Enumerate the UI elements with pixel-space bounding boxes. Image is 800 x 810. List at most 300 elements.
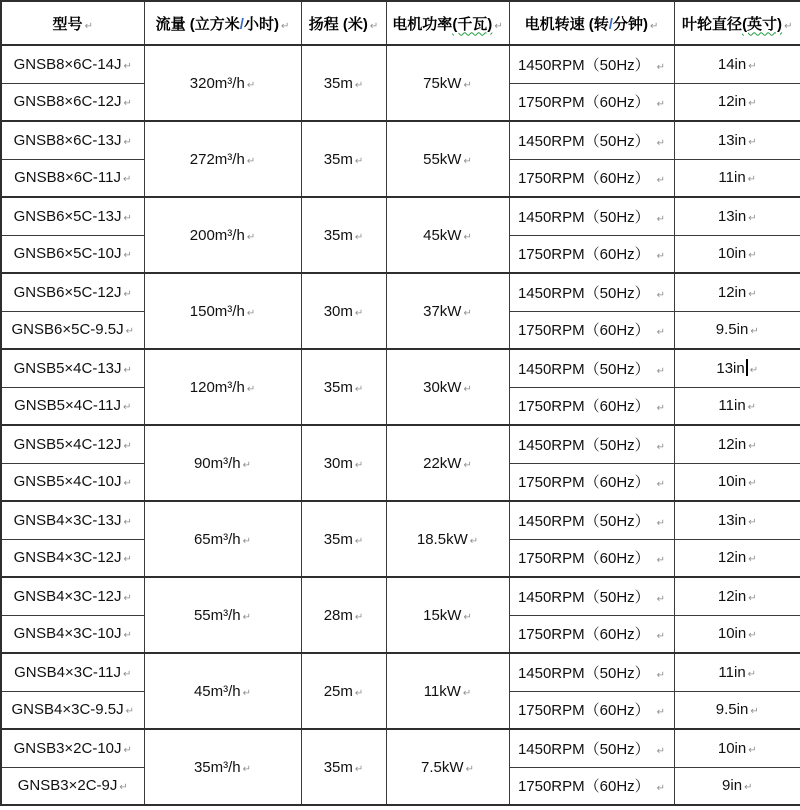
cell-text: 200m³/h bbox=[189, 226, 245, 244]
line-break-mark-icon: ↵ bbox=[246, 79, 256, 91]
cell-text: 1450RPM（50Hz） bbox=[517, 284, 650, 302]
cell-text: 10in bbox=[717, 245, 747, 263]
cell-text: 18.5kW bbox=[416, 530, 468, 548]
line-break-mark-icon: ↵ bbox=[123, 440, 132, 452]
head-cell[interactable] bbox=[301, 653, 386, 729]
cell-text: 22kW bbox=[423, 454, 462, 472]
cell-text: 1450RPM（50Hz） bbox=[517, 436, 650, 454]
line-break-mark-icon: ↵ bbox=[354, 155, 364, 167]
table-row bbox=[1, 729, 800, 767]
line-break-mark-icon: ↵ bbox=[748, 136, 757, 148]
line-break-mark-icon: ↵ bbox=[354, 535, 364, 547]
model-cell[interactable] bbox=[1, 767, 144, 805]
cell-text: 电机功率 bbox=[392, 15, 453, 33]
line-break-mark-icon: ↵ bbox=[246, 231, 256, 243]
power-cell[interactable] bbox=[386, 577, 509, 653]
cell-text: 37kW bbox=[423, 302, 462, 320]
head-cell[interactable] bbox=[301, 577, 386, 653]
line-break-mark-icon: ↵ bbox=[656, 213, 666, 225]
cell-text: 7.5kW bbox=[421, 758, 464, 776]
line-break-mark-icon: ↵ bbox=[748, 592, 757, 604]
line-break-mark-icon: ↵ bbox=[123, 630, 132, 642]
line-break-mark-icon: ↵ bbox=[749, 365, 759, 377]
cell-text: 1450RPM（50Hz） bbox=[517, 664, 650, 682]
cell-text: 1450RPM（50Hz） bbox=[517, 360, 650, 378]
cell-text: / bbox=[239, 15, 244, 33]
line-break-mark-icon: ↵ bbox=[747, 174, 757, 186]
cell-text: GNSB3×2C-9J bbox=[17, 777, 118, 795]
table-header bbox=[1, 1, 800, 45]
cell-text: 13in bbox=[717, 207, 747, 225]
line-break-mark-icon: ↵ bbox=[122, 174, 132, 186]
rpm-cell[interactable] bbox=[509, 311, 674, 349]
cell-text: 12in bbox=[717, 283, 747, 301]
line-break-mark-icon: ↵ bbox=[750, 706, 759, 718]
cell-text: 150m³/h bbox=[189, 302, 245, 320]
line-break-mark-icon: ↵ bbox=[656, 555, 666, 567]
flow-cell[interactable] bbox=[144, 425, 301, 501]
cell-text: GNSB5×4C-11J bbox=[14, 397, 121, 415]
rpm-cell[interactable] bbox=[509, 729, 674, 767]
line-break-mark-icon: ↵ bbox=[84, 20, 93, 32]
diameter-cell[interactable] bbox=[674, 121, 800, 159]
cell-text: 1750RPM（60Hz） bbox=[517, 626, 650, 644]
line-break-mark-icon: ↵ bbox=[744, 782, 753, 794]
cell-text: GNSB4×3C-13J bbox=[13, 511, 122, 529]
line-break-mark-icon: ↵ bbox=[748, 554, 757, 566]
cell-text: / bbox=[608, 15, 613, 33]
cell-text: 1750RPM（60Hz） bbox=[517, 474, 650, 492]
cell-text: 1750RPM（60Hz） bbox=[517, 94, 650, 112]
rpm-cell[interactable] bbox=[509, 387, 674, 425]
line-break-mark-icon: ↵ bbox=[463, 383, 472, 395]
cell-text: 12in bbox=[717, 587, 747, 605]
line-break-mark-icon: ↵ bbox=[463, 611, 472, 623]
line-break-mark-icon: ↵ bbox=[123, 554, 132, 566]
flow-cell[interactable] bbox=[144, 577, 301, 653]
diameter-cell[interactable] bbox=[674, 463, 800, 501]
cell-text: 1750RPM（60Hz） bbox=[517, 778, 650, 796]
line-break-mark-icon: ↵ bbox=[122, 402, 132, 414]
model-cell[interactable] bbox=[1, 425, 144, 463]
rpm-cell[interactable] bbox=[509, 653, 674, 691]
cell-text: 55m³/h bbox=[193, 606, 241, 624]
cell-text: 12in bbox=[717, 435, 747, 453]
flow-cell[interactable] bbox=[144, 729, 301, 805]
power-cell[interactable] bbox=[386, 425, 509, 501]
cell-text: GNSB4×3C-11J bbox=[14, 663, 121, 681]
table-row bbox=[1, 45, 800, 83]
cell-text: 9.5in bbox=[715, 321, 749, 339]
line-break-mark-icon: ↵ bbox=[748, 440, 757, 452]
line-break-mark-icon: ↵ bbox=[122, 668, 132, 680]
head-cell[interactable] bbox=[301, 273, 386, 349]
cell-text: GNSB4×3C-12J bbox=[13, 549, 122, 567]
text-cursor bbox=[746, 359, 748, 376]
cell-text: 30m bbox=[323, 302, 353, 320]
line-break-mark-icon: ↵ bbox=[748, 250, 757, 262]
cell-text: 55kW bbox=[423, 150, 462, 168]
line-break-mark-icon: ↵ bbox=[656, 517, 666, 529]
cell-text: GNSB4×3C-9.5J bbox=[11, 701, 124, 719]
table-body bbox=[1, 45, 800, 805]
cell-text: GNSB8×6C-14J bbox=[13, 55, 122, 73]
cell-text: 分钟) bbox=[612, 15, 648, 33]
cell-text: 35m bbox=[323, 758, 353, 776]
line-break-mark-icon: ↵ bbox=[463, 307, 472, 319]
line-break-mark-icon: ↵ bbox=[656, 99, 666, 111]
cell-text: 35m³/h bbox=[193, 758, 241, 776]
diameter-cell[interactable] bbox=[674, 45, 800, 83]
cell-text: GNSB8×6C-13J bbox=[13, 131, 122, 149]
header-cell-1[interactable] bbox=[144, 1, 301, 45]
rpm-cell[interactable] bbox=[509, 425, 674, 463]
cell-text: 9in bbox=[722, 777, 743, 795]
line-break-mark-icon: ↵ bbox=[242, 687, 252, 699]
head-cell[interactable] bbox=[301, 501, 386, 577]
rpm-cell[interactable] bbox=[509, 235, 674, 273]
line-break-mark-icon: ↵ bbox=[656, 593, 666, 605]
rpm-cell[interactable] bbox=[509, 463, 674, 501]
model-cell[interactable] bbox=[1, 311, 144, 349]
cell-text: 320m³/h bbox=[189, 74, 245, 92]
line-break-mark-icon: ↵ bbox=[246, 307, 256, 319]
line-break-mark-icon: ↵ bbox=[123, 364, 132, 376]
diameter-cell[interactable] bbox=[674, 235, 800, 273]
cell-text: 15kW bbox=[423, 606, 462, 624]
cell-text: 12in bbox=[717, 549, 747, 567]
cell-text: 30kW bbox=[423, 378, 462, 396]
cell-text: 1750RPM（60Hz） bbox=[517, 702, 650, 720]
flow-cell[interactable] bbox=[144, 349, 301, 425]
line-break-mark-icon: ↵ bbox=[784, 20, 793, 32]
cell-text: GNSB6×5C-13J bbox=[13, 207, 122, 225]
line-break-mark-icon: ↵ bbox=[354, 231, 364, 243]
line-break-mark-icon: ↵ bbox=[748, 98, 757, 110]
rpm-cell[interactable] bbox=[509, 501, 674, 539]
line-break-mark-icon: ↵ bbox=[656, 669, 666, 681]
cell-text: 叶轮直径 bbox=[682, 15, 743, 33]
flow-cell[interactable] bbox=[144, 121, 301, 197]
head-cell[interactable] bbox=[301, 349, 386, 425]
header-cell-5[interactable] bbox=[674, 1, 800, 45]
table-row bbox=[1, 349, 800, 387]
line-break-mark-icon: ↵ bbox=[656, 479, 666, 491]
line-break-mark-icon: ↵ bbox=[123, 744, 132, 756]
cell-text: 35m bbox=[323, 150, 353, 168]
table-row bbox=[1, 425, 800, 463]
line-break-mark-icon: ↵ bbox=[656, 631, 666, 643]
model-cell[interactable] bbox=[1, 197, 144, 235]
table-row bbox=[1, 121, 800, 159]
table-row bbox=[1, 501, 800, 539]
rpm-cell[interactable] bbox=[509, 273, 674, 311]
line-break-mark-icon: ↵ bbox=[494, 20, 503, 32]
line-break-mark-icon: ↵ bbox=[123, 60, 132, 72]
rpm-cell[interactable] bbox=[509, 539, 674, 577]
cell-text: 1450RPM（50Hz） bbox=[517, 588, 650, 606]
line-break-mark-icon: ↵ bbox=[748, 516, 757, 528]
diameter-cell[interactable] bbox=[674, 539, 800, 577]
cell-text: GNSB8×6C-12J bbox=[13, 93, 122, 111]
line-break-mark-icon: ↵ bbox=[469, 535, 479, 547]
line-break-mark-icon: ↵ bbox=[246, 383, 256, 395]
line-break-mark-icon: ↵ bbox=[242, 535, 252, 547]
line-break-mark-icon: ↵ bbox=[246, 155, 256, 167]
line-break-mark-icon: ↵ bbox=[354, 763, 364, 775]
diameter-cell[interactable] bbox=[674, 729, 800, 767]
cell-text: GNSB5×4C-13J bbox=[13, 359, 122, 377]
line-break-mark-icon: ↵ bbox=[656, 403, 666, 415]
model-cell[interactable] bbox=[1, 83, 144, 121]
cell-text: 120m³/h bbox=[189, 378, 245, 396]
cell-text: 90m³/h bbox=[193, 454, 241, 472]
rpm-cell[interactable] bbox=[509, 577, 674, 615]
model-cell[interactable] bbox=[1, 349, 144, 387]
power-cell[interactable] bbox=[386, 45, 509, 121]
cell-text: 12in bbox=[717, 93, 747, 111]
header-row bbox=[1, 1, 800, 45]
flow-cell[interactable] bbox=[144, 197, 301, 273]
diameter-cell[interactable] bbox=[674, 311, 800, 349]
line-break-mark-icon: ↵ bbox=[462, 687, 472, 699]
table-row bbox=[1, 577, 800, 615]
header-cell-3[interactable] bbox=[386, 1, 509, 45]
cell-text: 13in bbox=[717, 511, 747, 529]
header-cell-2[interactable] bbox=[301, 1, 386, 45]
rpm-cell[interactable] bbox=[509, 615, 674, 653]
diameter-cell[interactable] bbox=[674, 197, 800, 235]
line-break-mark-icon: ↵ bbox=[656, 175, 666, 187]
head-cell[interactable] bbox=[301, 45, 386, 121]
power-cell[interactable] bbox=[386, 501, 509, 577]
line-break-mark-icon: ↵ bbox=[656, 251, 666, 263]
cell-text: 1750RPM（60Hz） bbox=[517, 398, 650, 416]
line-break-mark-icon: ↵ bbox=[123, 212, 132, 224]
model-cell[interactable] bbox=[1, 463, 144, 501]
head-cell[interactable] bbox=[301, 729, 386, 805]
diameter-cell[interactable] bbox=[674, 577, 800, 615]
cell-text: 电机转速 (转 bbox=[524, 15, 609, 33]
line-break-mark-icon: ↵ bbox=[748, 212, 757, 224]
model-cell[interactable] bbox=[1, 45, 144, 83]
line-break-mark-icon: ↵ bbox=[119, 782, 128, 794]
cell-text: 35m bbox=[323, 226, 353, 244]
header-cell-0[interactable] bbox=[1, 1, 144, 45]
line-break-mark-icon: ↵ bbox=[656, 61, 666, 73]
line-break-mark-icon: ↵ bbox=[280, 20, 290, 32]
cell-text: GNSB5×4C-12J bbox=[13, 435, 122, 453]
flow-cell[interactable] bbox=[144, 501, 301, 577]
cell-text: 35m bbox=[323, 74, 353, 92]
cell-text: 型号 bbox=[52, 15, 83, 33]
cell-text: 75kW bbox=[423, 74, 462, 92]
line-break-mark-icon: ↵ bbox=[242, 459, 252, 471]
cell-text: 35m bbox=[323, 378, 353, 396]
cell-text: 35m bbox=[323, 530, 353, 548]
header-cell-4[interactable] bbox=[509, 1, 674, 45]
line-break-mark-icon: ↵ bbox=[750, 326, 759, 338]
diameter-cell[interactable] bbox=[674, 349, 800, 387]
cell-text: GNSB6×5C-10J bbox=[13, 245, 122, 263]
line-break-mark-icon: ↵ bbox=[123, 98, 132, 110]
line-break-mark-icon: ↵ bbox=[354, 459, 364, 471]
line-break-mark-icon: ↵ bbox=[656, 289, 666, 301]
line-break-mark-icon: ↵ bbox=[125, 326, 135, 338]
cell-text: 272m³/h bbox=[189, 150, 245, 168]
rpm-cell[interactable] bbox=[509, 159, 674, 197]
cell-text: 1450RPM（50Hz） bbox=[517, 208, 650, 226]
model-cell[interactable] bbox=[1, 539, 144, 577]
cell-text: GNSB6×5C-9.5J bbox=[11, 321, 124, 339]
cell-text: 11kW bbox=[423, 682, 461, 700]
rpm-cell[interactable] bbox=[509, 197, 674, 235]
table-row bbox=[1, 653, 800, 691]
line-break-mark-icon: ↵ bbox=[656, 327, 666, 339]
model-cell[interactable] bbox=[1, 691, 144, 729]
model-cell[interactable] bbox=[1, 235, 144, 273]
line-break-mark-icon: ↵ bbox=[748, 288, 757, 300]
model-cell[interactable] bbox=[1, 159, 144, 197]
line-break-mark-icon: ↵ bbox=[656, 365, 666, 377]
diameter-cell[interactable] bbox=[674, 691, 800, 729]
line-break-mark-icon: ↵ bbox=[656, 137, 666, 149]
diameter-cell[interactable] bbox=[674, 767, 800, 805]
line-break-mark-icon: ↵ bbox=[354, 307, 364, 319]
line-break-mark-icon: ↵ bbox=[123, 516, 132, 528]
line-break-mark-icon: ↵ bbox=[748, 630, 757, 642]
line-break-mark-icon: ↵ bbox=[354, 79, 364, 91]
power-cell[interactable] bbox=[386, 121, 509, 197]
flow-cell[interactable] bbox=[144, 45, 301, 121]
line-break-mark-icon: ↵ bbox=[748, 744, 757, 756]
line-break-mark-icon: ↵ bbox=[123, 136, 132, 148]
diameter-cell[interactable] bbox=[674, 159, 800, 197]
rpm-cell[interactable] bbox=[509, 691, 674, 729]
cell-text: 1750RPM（60Hz） bbox=[517, 550, 650, 568]
model-cell[interactable] bbox=[1, 501, 144, 539]
cell-text: 1450RPM（50Hz） bbox=[517, 132, 650, 150]
cell-text: 11in bbox=[718, 663, 746, 681]
line-break-mark-icon: ↵ bbox=[242, 611, 252, 623]
cell-text: GNSB8×6C-11J bbox=[14, 169, 121, 187]
head-cell[interactable] bbox=[301, 425, 386, 501]
model-cell[interactable] bbox=[1, 729, 144, 767]
line-break-mark-icon: ↵ bbox=[123, 592, 132, 604]
line-break-mark-icon: ↵ bbox=[463, 155, 472, 167]
line-break-mark-icon: ↵ bbox=[354, 383, 364, 395]
cell-text: 11in bbox=[718, 397, 746, 415]
line-break-mark-icon: ↵ bbox=[465, 763, 474, 775]
rpm-cell[interactable] bbox=[509, 121, 674, 159]
model-cell[interactable] bbox=[1, 121, 144, 159]
diameter-cell[interactable] bbox=[674, 425, 800, 463]
cell-text: GNSB5×4C-10J bbox=[13, 473, 122, 491]
cell-text: 1450RPM（50Hz） bbox=[517, 56, 650, 74]
line-break-mark-icon: ↵ bbox=[649, 20, 659, 32]
line-break-mark-icon: ↵ bbox=[354, 611, 364, 623]
line-break-mark-icon: ↵ bbox=[354, 687, 364, 699]
line-break-mark-icon: ↵ bbox=[748, 60, 757, 72]
cell-text: 流量 (立方米 bbox=[155, 15, 240, 33]
model-cell[interactable] bbox=[1, 653, 144, 691]
diameter-cell[interactable] bbox=[674, 615, 800, 653]
line-break-mark-icon: ↵ bbox=[656, 783, 666, 795]
line-break-mark-icon: ↵ bbox=[463, 459, 472, 471]
cell-text: 13in bbox=[716, 360, 745, 378]
diameter-cell[interactable] bbox=[674, 83, 800, 121]
line-break-mark-icon: ↵ bbox=[242, 763, 252, 775]
line-break-mark-icon: ↵ bbox=[123, 288, 132, 300]
line-break-mark-icon: ↵ bbox=[369, 20, 379, 32]
cell-text: GNSB6×5C-12J bbox=[13, 283, 122, 301]
line-break-mark-icon: ↵ bbox=[125, 706, 135, 718]
power-cell[interactable] bbox=[386, 273, 509, 349]
flow-cell[interactable] bbox=[144, 273, 301, 349]
cell-text: 1450RPM（50Hz） bbox=[517, 740, 650, 758]
rpm-cell[interactable] bbox=[509, 83, 674, 121]
cell-text: 65m³/h bbox=[193, 530, 241, 548]
rpm-cell[interactable] bbox=[509, 349, 674, 387]
diameter-cell[interactable] bbox=[674, 387, 800, 425]
cell-text: 1450RPM（50Hz） bbox=[517, 512, 650, 530]
cell-text: 10in bbox=[717, 473, 747, 491]
cell-text: 9.5in bbox=[715, 701, 749, 719]
line-break-mark-icon: ↵ bbox=[463, 231, 472, 243]
cell-text: 1750RPM（60Hz） bbox=[517, 170, 650, 188]
cell-text: 25m bbox=[323, 682, 353, 700]
line-break-mark-icon: ↵ bbox=[656, 707, 666, 719]
cell-text: 28m bbox=[323, 606, 353, 624]
power-cell[interactable] bbox=[386, 349, 509, 425]
line-break-mark-icon: ↵ bbox=[656, 441, 666, 453]
cell-text: 1750RPM（60Hz） bbox=[517, 246, 650, 264]
diameter-cell[interactable] bbox=[674, 501, 800, 539]
table-row bbox=[1, 273, 800, 311]
diameter-cell[interactable] bbox=[674, 653, 800, 691]
model-cell[interactable] bbox=[1, 387, 144, 425]
cell-text: GNSB3×2C-10J bbox=[13, 739, 122, 757]
line-break-mark-icon: ↵ bbox=[463, 79, 472, 91]
power-cell[interactable] bbox=[386, 197, 509, 273]
rpm-cell[interactable] bbox=[509, 45, 674, 83]
cell-text: 45kW bbox=[423, 226, 462, 244]
diameter-cell[interactable] bbox=[674, 273, 800, 311]
power-cell[interactable] bbox=[386, 729, 509, 805]
power-cell[interactable] bbox=[386, 653, 509, 729]
cell-text: 扬程 (米) bbox=[308, 15, 368, 33]
line-break-mark-icon: ↵ bbox=[747, 402, 757, 414]
model-cell[interactable] bbox=[1, 615, 144, 653]
flow-cell[interactable] bbox=[144, 653, 301, 729]
line-break-mark-icon: ↵ bbox=[123, 478, 132, 490]
cell-text: 13in bbox=[717, 131, 747, 149]
line-break-mark-icon: ↵ bbox=[747, 668, 757, 680]
cell-text: 小时) bbox=[243, 15, 279, 33]
line-break-mark-icon: ↵ bbox=[656, 745, 666, 757]
cell-text: 10in bbox=[717, 625, 747, 643]
rpm-cell[interactable] bbox=[509, 767, 674, 805]
cell-text: (英寸) bbox=[742, 15, 783, 33]
head-cell[interactable] bbox=[301, 121, 386, 197]
line-break-mark-icon: ↵ bbox=[748, 478, 757, 490]
model-cell[interactable] bbox=[1, 577, 144, 615]
head-cell[interactable] bbox=[301, 197, 386, 273]
model-cell[interactable] bbox=[1, 273, 144, 311]
cell-text: 10in bbox=[717, 739, 747, 757]
table-row bbox=[1, 197, 800, 235]
cell-text: 30m bbox=[323, 454, 353, 472]
